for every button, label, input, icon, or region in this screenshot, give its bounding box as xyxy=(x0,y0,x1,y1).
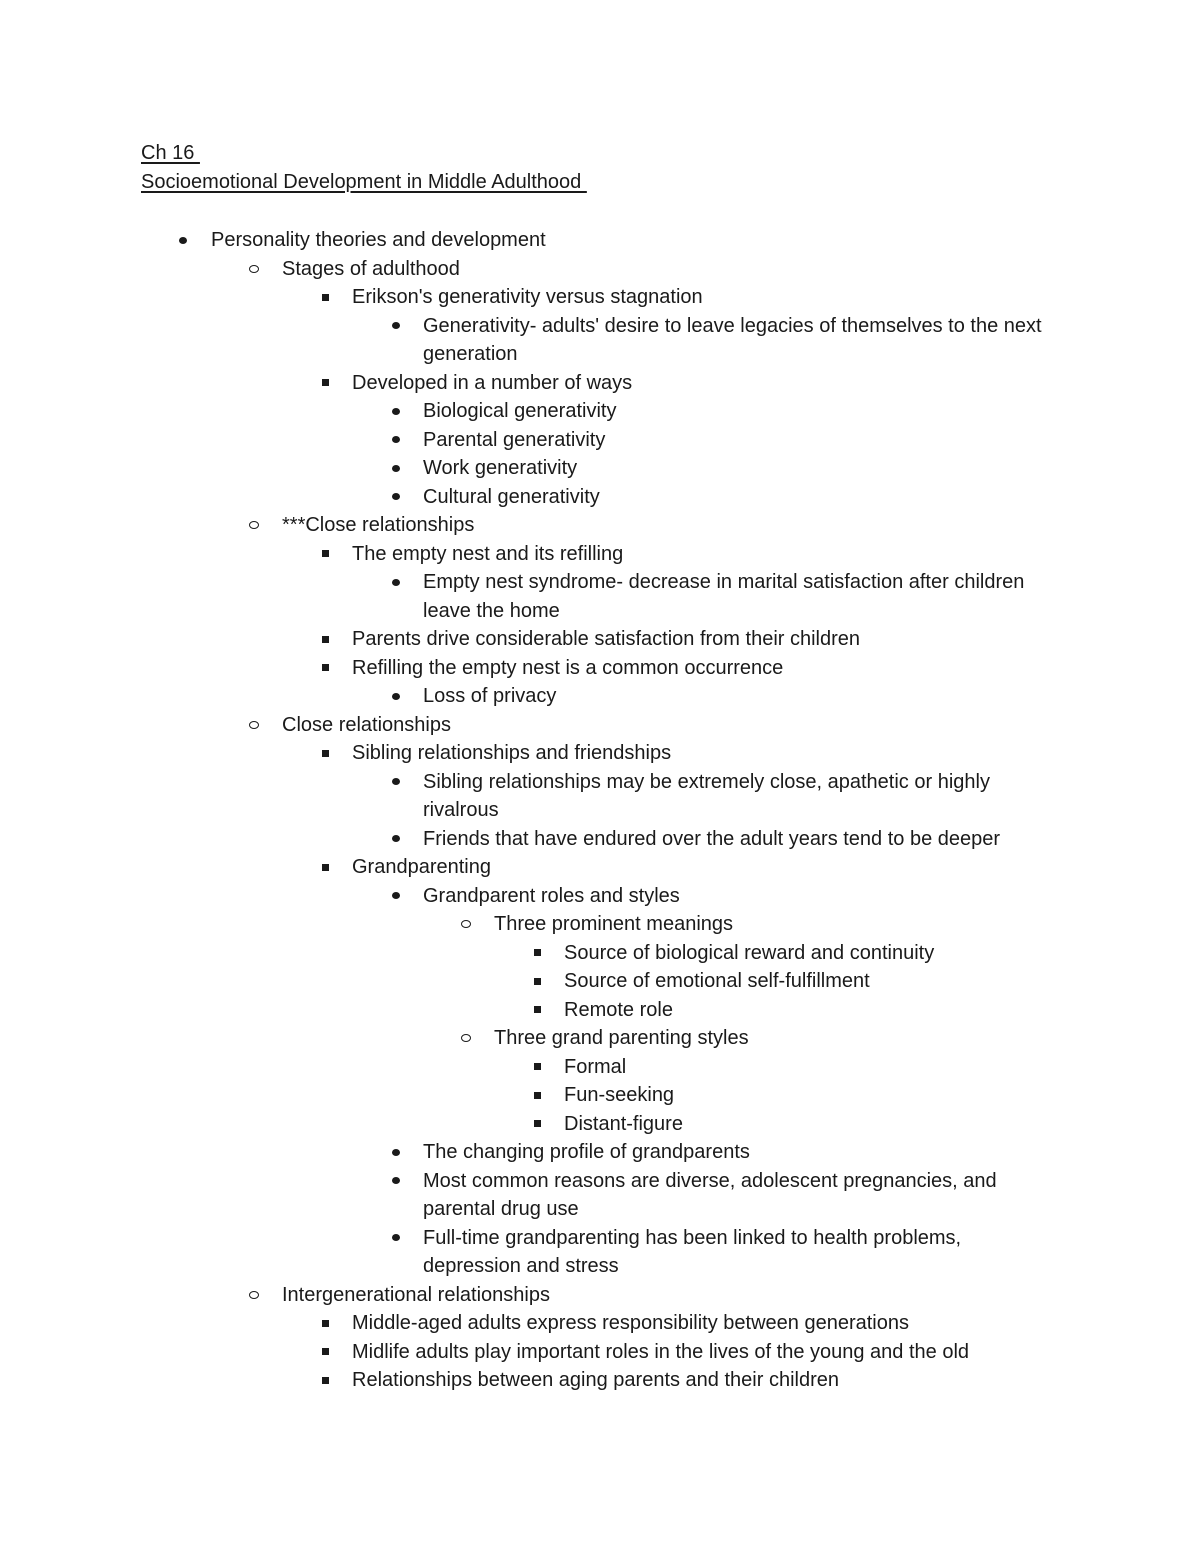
outline-item xyxy=(0,739,1200,768)
outline-item-text: Loss of privacy xyxy=(423,685,557,707)
outline-item xyxy=(0,1167,1200,1224)
outline-item xyxy=(0,654,1200,683)
ring-bullet-icon xyxy=(247,711,261,740)
outline-item-text: Developed in a number of ways xyxy=(352,371,633,394)
outline-item xyxy=(0,1081,1200,1110)
square-bullet-icon xyxy=(318,369,332,398)
outline-item-text: Full-time grandparenting has been linked to health problems, depression and stress xyxy=(423,1226,962,1277)
outline-item-text: Generativity- adults' desire to leave legacies of themselves to the next generation xyxy=(423,314,1042,365)
outline-list xyxy=(0,226,1200,1395)
outline-item-text: Three prominent meanings xyxy=(494,913,734,935)
outline-item xyxy=(0,825,1200,854)
square-bullet-icon xyxy=(318,1309,332,1338)
outline-item xyxy=(0,711,1200,740)
square-bullet-icon xyxy=(530,939,544,968)
outline-item xyxy=(0,768,1200,825)
square-bullet-icon xyxy=(318,654,332,683)
outline-item-text: The changing profile of grandparents xyxy=(423,1141,750,1163)
outline-item-text: Grandparenting xyxy=(352,856,491,878)
outline-item-text: Remote role xyxy=(564,998,673,1021)
square-bullet-icon xyxy=(318,625,332,654)
outline-item-text: Most common reasons are diverse, adolescent pregnancies, and parental drug use xyxy=(423,1169,997,1220)
dot-bullet-icon xyxy=(389,1138,403,1167)
outline-item-text: Refilling the empty nest is a common occurrence xyxy=(352,656,784,679)
outline-item-text: Close relationships xyxy=(282,713,451,736)
outline-item-text: Parental generativity xyxy=(423,428,606,451)
dot-bullet-icon xyxy=(389,568,403,597)
dot-bullet-icon xyxy=(389,1167,403,1196)
outline-item-text: Middle-aged adults express responsibility between generations xyxy=(352,1312,909,1334)
outline-item xyxy=(0,454,1200,483)
dot-bullet-icon xyxy=(389,1224,403,1253)
dot-bullet-icon xyxy=(389,397,403,426)
outline-item xyxy=(0,568,1200,625)
chapter-title: Socioemotional Development in Middle Adulthood xyxy=(141,171,587,193)
outline-item xyxy=(0,426,1200,455)
ring-bullet-icon xyxy=(459,910,473,939)
square-bullet-icon xyxy=(530,996,544,1025)
outline-item-text: Relationships between aging parents and their children xyxy=(352,1369,839,1391)
outline-item xyxy=(0,283,1200,312)
dot-bullet-icon xyxy=(389,312,403,341)
outline-item-text: ***Close relationships xyxy=(282,514,475,536)
outline-item xyxy=(0,853,1200,882)
outline-item-text: Midlife adults play important roles in the lives of the young and the old xyxy=(352,1340,970,1363)
dot-bullet-icon xyxy=(176,226,190,255)
outline-item-text: Stages of adulthood xyxy=(282,257,460,280)
outline-item-text: Grandparent roles and styles xyxy=(423,884,680,907)
dot-bullet-icon xyxy=(389,825,403,854)
dot-bullet-icon xyxy=(389,483,403,512)
outline-item xyxy=(0,939,1200,968)
outline-item-text: The empty nest and its refilling xyxy=(352,542,624,565)
square-bullet-icon xyxy=(530,1053,544,1082)
dot-bullet-icon xyxy=(389,454,403,483)
outline-item-text: Erikson's generativity versus stagnation xyxy=(352,286,703,308)
outline-item xyxy=(0,996,1200,1025)
outline-item xyxy=(0,1110,1200,1139)
outline-item xyxy=(0,255,1200,284)
outline-item xyxy=(0,882,1200,911)
outline-item xyxy=(0,1024,1200,1053)
ring-bullet-icon xyxy=(459,1024,473,1053)
outline-item-text: Friends that have endured over the adult years tend to be deeper xyxy=(423,827,1001,850)
outline-item xyxy=(0,1309,1200,1338)
outline-item-text: Distant-figure xyxy=(564,1112,683,1135)
dot-bullet-icon xyxy=(389,682,403,711)
square-bullet-icon xyxy=(318,1338,332,1367)
outline-item xyxy=(0,483,1200,512)
outline-item xyxy=(0,540,1200,569)
outline-item xyxy=(0,1366,1200,1395)
ring-bullet-icon xyxy=(247,255,261,284)
outline-item xyxy=(0,1138,1200,1167)
square-bullet-icon xyxy=(530,1110,544,1139)
square-bullet-icon xyxy=(530,967,544,996)
square-bullet-icon xyxy=(318,1366,332,1395)
outline-item-text: Formal xyxy=(564,1055,627,1078)
outline-item xyxy=(0,1053,1200,1082)
outline-item-text: Biological generativity xyxy=(423,400,617,422)
outline-item xyxy=(0,369,1200,398)
outline-item-text: Three grand parenting styles xyxy=(494,1027,749,1049)
outline-item-text: Parents drive considerable satisfaction from their children xyxy=(352,628,861,650)
outline-item xyxy=(0,312,1200,369)
outline-item xyxy=(0,910,1200,939)
outline-item-text: Sibling relationships may be extremely close, apathetic or highly rivalrous xyxy=(423,770,990,821)
square-bullet-icon xyxy=(318,853,332,882)
outline-item-text: Fun-seeking xyxy=(564,1084,675,1106)
outline-item-text: Sibling relationships and friendships xyxy=(352,742,672,764)
outline-item xyxy=(0,1338,1200,1367)
outline-item xyxy=(0,397,1200,426)
outline-item xyxy=(0,682,1200,711)
square-bullet-icon xyxy=(530,1081,544,1110)
outline-item-text: Cultural generativity xyxy=(423,485,600,508)
square-bullet-icon xyxy=(318,739,332,768)
outline-item-text: Source of emotional self-fulfillment xyxy=(564,970,870,992)
square-bullet-icon xyxy=(318,540,332,569)
outline-item xyxy=(0,226,1200,255)
dot-bullet-icon xyxy=(389,768,403,797)
ring-bullet-icon xyxy=(247,511,261,540)
dot-bullet-icon xyxy=(389,882,403,911)
chapter-number: Ch 16 xyxy=(141,142,200,164)
ring-bullet-icon xyxy=(247,1281,261,1310)
outline-item xyxy=(0,625,1200,654)
outline-item-text: Intergenerational relationships xyxy=(282,1283,550,1306)
outline-item xyxy=(0,967,1200,996)
outline-item-text: Work generativity xyxy=(423,457,578,479)
outline-item-text: Source of biological reward and continuity xyxy=(564,941,935,964)
outline-item xyxy=(0,1224,1200,1281)
outline-item xyxy=(0,511,1200,540)
square-bullet-icon xyxy=(318,283,332,312)
dot-bullet-icon xyxy=(389,426,403,455)
outline-item-text: Personality theories and development xyxy=(211,229,546,251)
outline-item-text: Empty nest syndrome- decrease in marital satisfaction after children leave the home xyxy=(423,571,1025,622)
outline-item xyxy=(0,1281,1200,1310)
